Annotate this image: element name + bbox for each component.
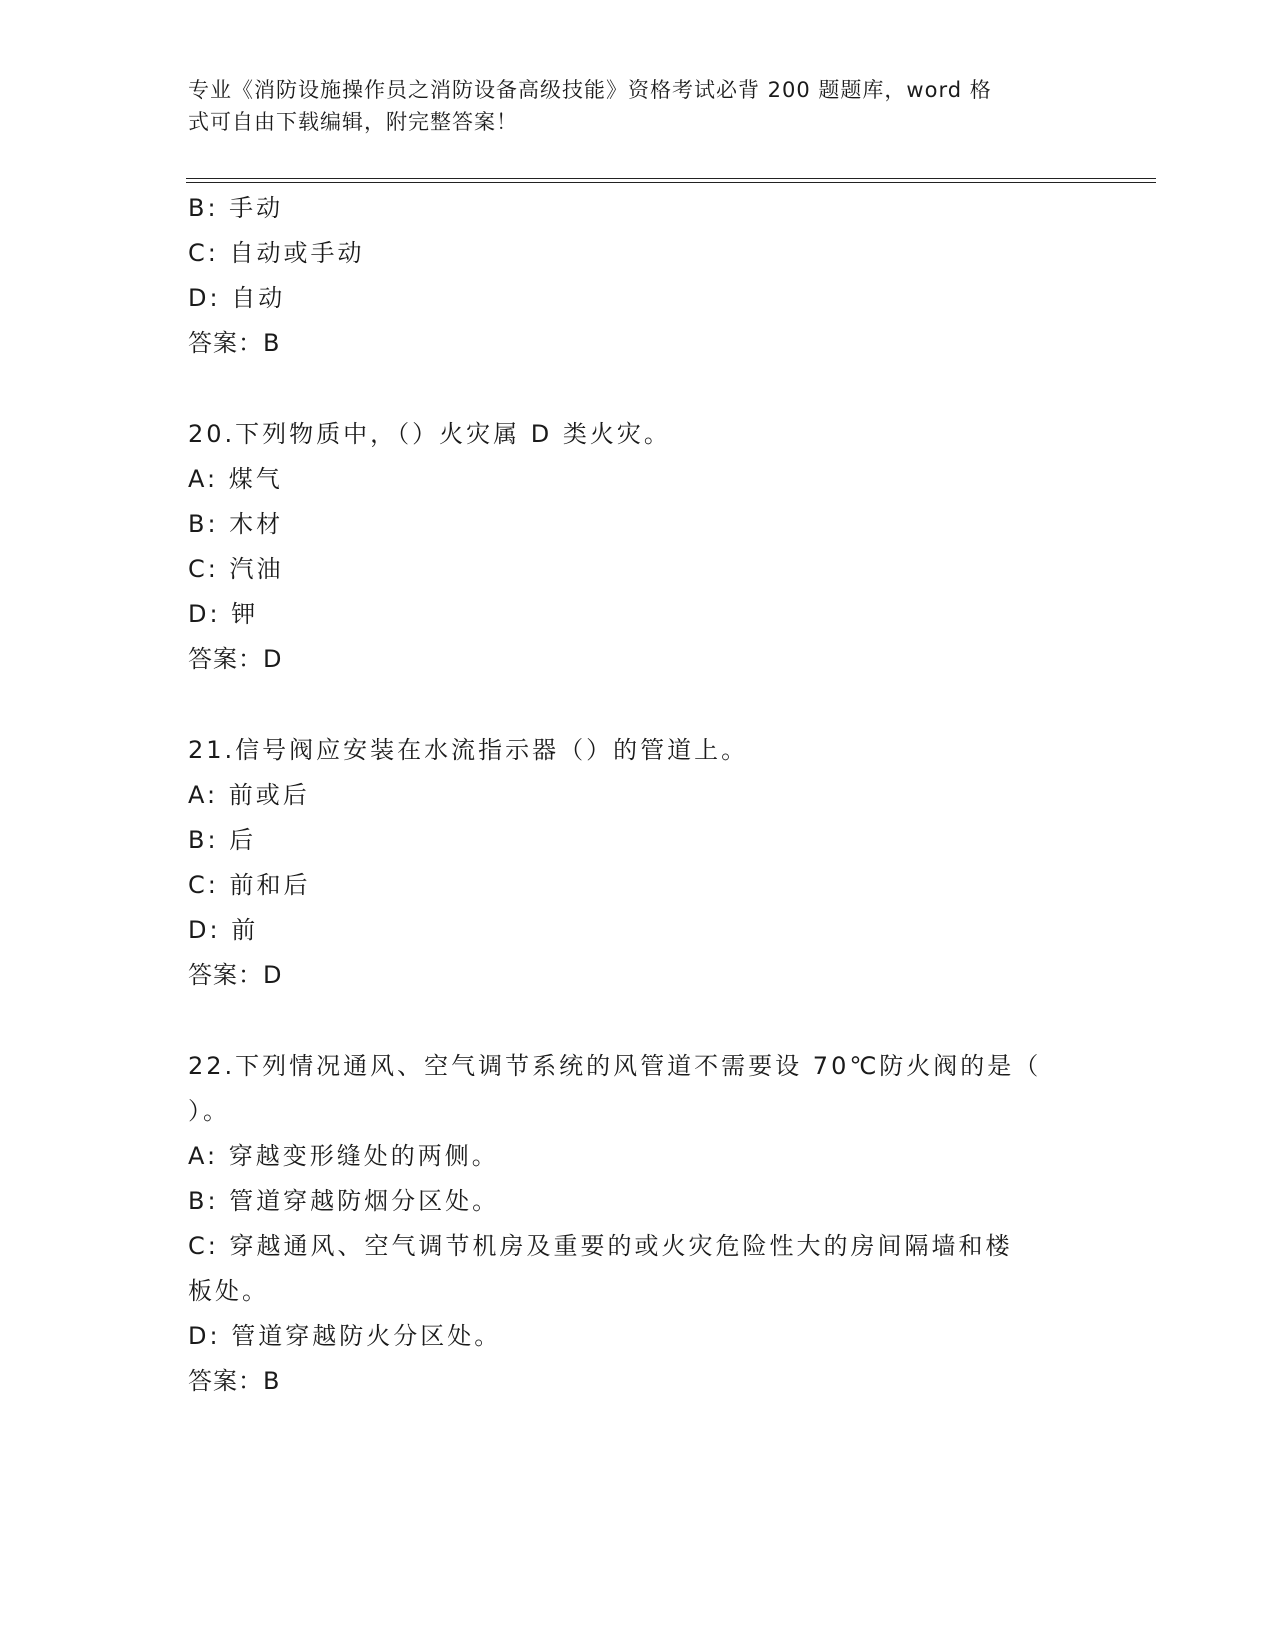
q22-question-line-1: 22.下列情况通风、空气调节系统的风管道不需要设 70℃防火阀的是（ — [188, 1052, 1042, 1080]
q22-option-d: D: 管道穿越防火分区处。 — [188, 1322, 502, 1350]
q22-option-a: A: 穿越变形缝处的两侧。 — [188, 1142, 499, 1170]
q20-option-a: A: 煤气 — [188, 465, 283, 493]
q22-option-c-line-2: 板处。 — [188, 1277, 269, 1305]
q21-option-b: B: 后 — [188, 826, 257, 854]
q21-option-d: D: 前 — [188, 916, 259, 944]
header-line-1: 专业《消防设施操作员之消防设备高级技能》资格考试必背 200 题题库，word 格 — [188, 78, 992, 102]
header-divider-top — [186, 178, 1156, 179]
q20-answer: 答案：D — [188, 645, 283, 673]
header-divider-bottom — [186, 182, 1156, 183]
q20-option-b: B: 木材 — [188, 510, 284, 538]
q22-question-line-2: ）。 — [188, 1097, 230, 1125]
q21-option-a: A: 前或后 — [188, 781, 310, 809]
header-line-2: 式可自由下载编辑，附完整答案！ — [188, 110, 518, 134]
q21-question: 21.信号阀应安装在水流指示器（）的管道上。 — [188, 736, 749, 764]
q20-option-c: C: 汽油 — [188, 555, 284, 583]
q19-option-d: D: 自动 — [188, 284, 286, 312]
q22-answer: 答案：B — [188, 1367, 281, 1395]
q20-question: 20.下列物质中，（）火灾属 D 类火灾。 — [188, 420, 671, 448]
document-header — [188, 74, 1068, 138]
q19-answer: 答案：B — [188, 329, 281, 357]
q21-answer: 答案：D — [188, 961, 283, 989]
q21-option-c: C: 前和后 — [188, 871, 311, 899]
q19-option-c: C: 自动或手动 — [188, 239, 365, 267]
q19-option-b: B: 手动 — [188, 194, 284, 222]
q22-option-c-line-1: C: 穿越通风、空气调节机房及重要的或火灾危险性大的房间隔墙和楼 — [188, 1232, 1013, 1260]
q20-option-d: D: 钾 — [188, 600, 259, 628]
q22-option-b: B: 管道穿越防烟分区处。 — [188, 1187, 500, 1215]
